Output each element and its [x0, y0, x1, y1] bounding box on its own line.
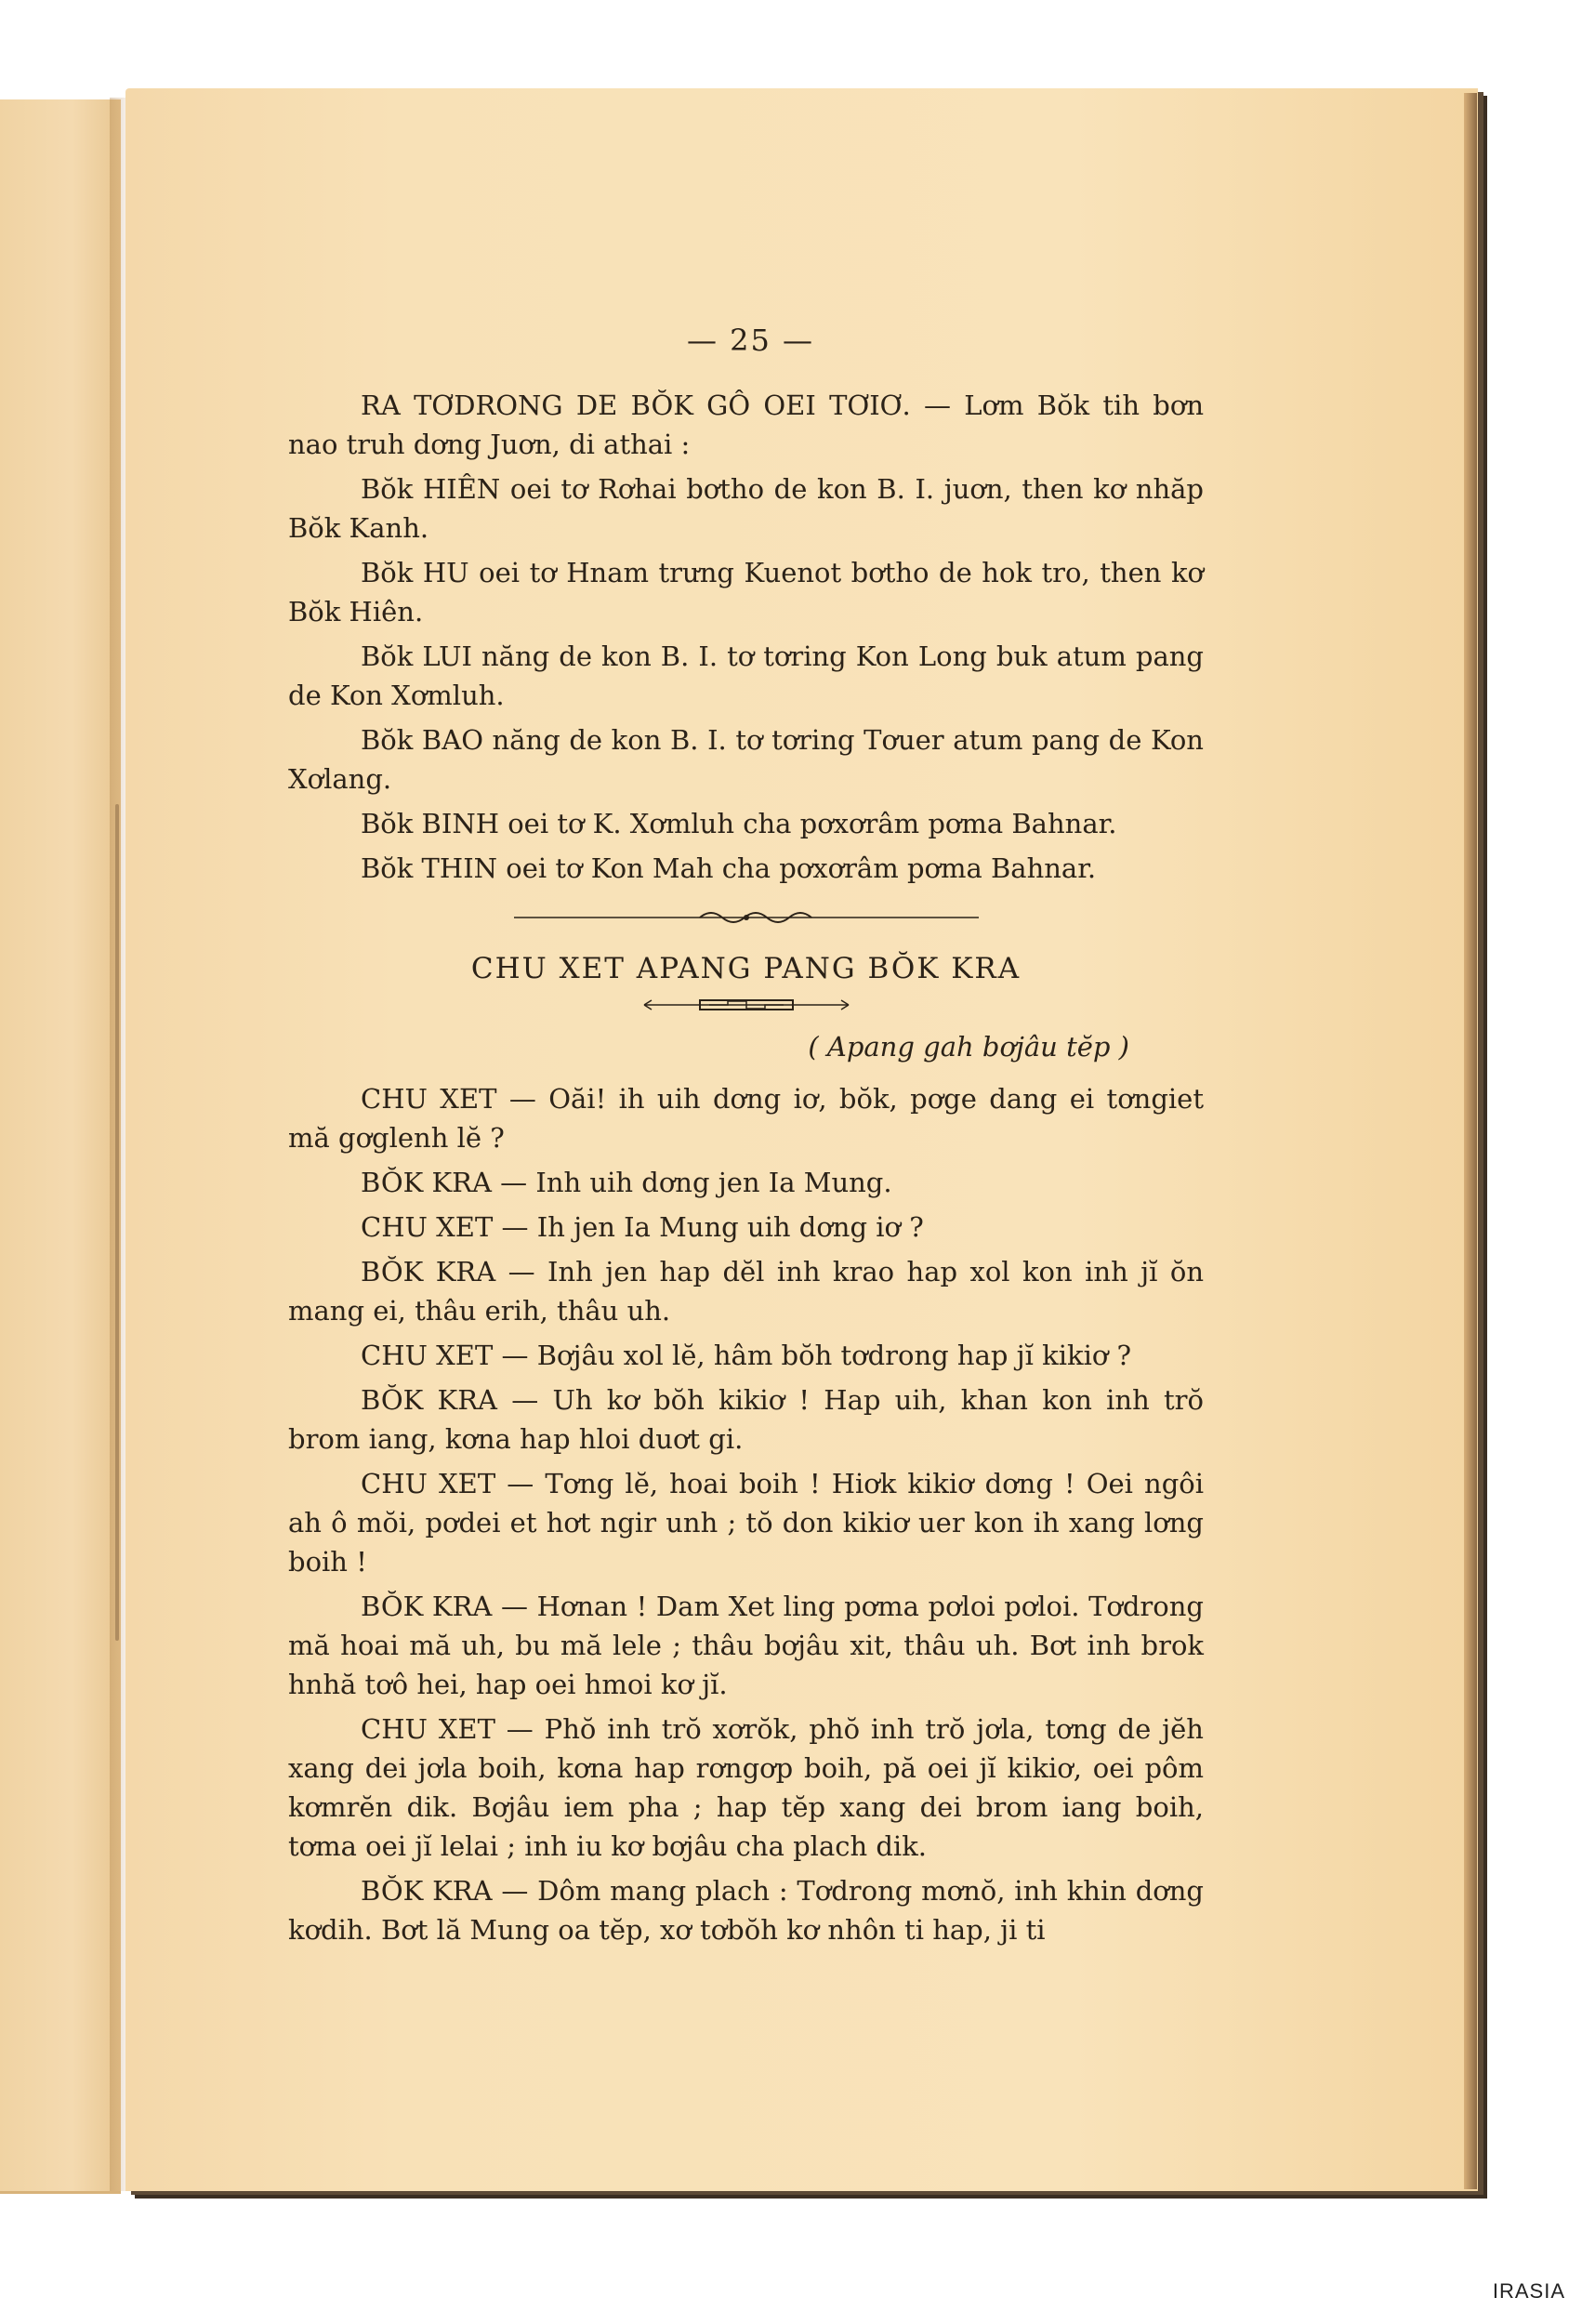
- binding-thread: [115, 804, 119, 1641]
- paragraph: Bŏk HIÊN oei tơ Rơhai bơtho de kon B. I. juơn, then kơ nhăp Bŏk Kanh.: [288, 473, 1204, 544]
- title-ornament: [635, 996, 858, 1014]
- dialogue-line: BŎK KRA — Uh kơ bŏh kikiơ ! Hap uih, khan kon inh trŏ brom iang, kơna hap hloi duơt gi.: [288, 1384, 1204, 1455]
- dialogue-line: BŎK KRA — Hơnan ! Dam Xet ling pơma pơloi pơloi. Tơdrong mă hoai mă uh, bu mă lele ; thâu bơjâu xit, thâu uh. Bơt inh brok hnhă tơô hei, hap oei hmoi kơ jĭ.: [288, 1591, 1204, 1700]
- section-divider-ornament: [514, 906, 979, 929]
- paragraph: Bŏk THIN oei tơ Kon Mah cha pơxơrâm pơma Bahnar.: [361, 852, 1097, 884]
- paragraph: RA TƠDRONG DE BŎK GÔ OEI TƠIƠ. — Lơm Bŏk tih bơn nao truh dơng Juơn, di athai :: [288, 390, 1204, 460]
- paragraph: Bŏk LUI năng de kon B. I. tơ tơring Kon Long buk atum pang de Kon Xơmluh.: [288, 640, 1204, 711]
- page-content: [288, 321, 1204, 1955]
- page-number: — 25 —: [686, 323, 815, 358]
- dialogue-line: CHU XET — Ih jen Ia Mung uih dơng iơ ?: [361, 1211, 924, 1243]
- dialogue-line: BŎK KRA — Inh jen hap dĕl inh krao hap xol kon inh jĭ ŏn mang ei, thâu erih, thâu uh.: [288, 1256, 1204, 1327]
- dialogue-line: CHU XET — Bơjâu xol lĕ, hâm bŏh tơdrong hap jĭ kikiơ ?: [361, 1340, 1132, 1371]
- dialogue-line: CHU XET — Phŏ inh trŏ xơrŏk, phŏ inh trŏ jơla, tơng de jĕh xang dei jơla boih, kơna hap rơngơp boih, pă oei jĭ kikiơ, oei pôm kơmrĕn dik. Bơjâu iem pha ; hap tĕp xang dei brom iang boih, tơma oei jĭ lelai ; inh iu kơ bơjâu cha plach dik.: [288, 1713, 1204, 1862]
- dialogue-line: CHU XET — Tơng lĕ, hoai boih ! Hiơk kikiơ dơng ! Oei ngôi ah ô mŏi, pơdei et hơt ngir unh ; tŏ don kikiơ uer kon ih xang lơng boih !: [288, 1468, 1204, 1578]
- paragraph: Bŏk BAO năng de kon B. I. tơ tơring Tơuer atum pang de Kon Xơlang.: [288, 724, 1204, 795]
- watermark: IRASIA: [1492, 2279, 1565, 2303]
- paragraph: Bŏk BINH oei tơ K. Xơmluh cha pơxơrâm pơma Bahnar.: [361, 808, 1117, 839]
- section-title: CHU XET APANG PANG BŎK KRA: [470, 952, 1022, 985]
- left-page: [0, 99, 121, 2194]
- page-edge: [1464, 93, 1477, 2189]
- dialogue-line: BŎK KRA — Dôm mang plach : Tơdrong mơnŏ, inh khin dơng kơdih. Bơt lă Mung oa tĕp, xơ tơbŏh kơ nhôn ti hap, ji ti: [288, 1875, 1204, 1946]
- dialogue-line: CHU XET — Oăi! ih uih dơng iơ, bŏk, pơge dang ei tơngiet mă gơglenh lĕ ?: [288, 1083, 1204, 1154]
- subtitle: ( Apang gah bơjâu tĕp ): [808, 1031, 1129, 1063]
- paragraph: Bŏk HU oei tơ Hnam trưng Kuenot bơtho de hok tro, then kơ Bŏk Hiên.: [288, 557, 1204, 627]
- dialogue-line: BŎK KRA — Inh uih dơng jen Ia Mung.: [361, 1167, 892, 1198]
